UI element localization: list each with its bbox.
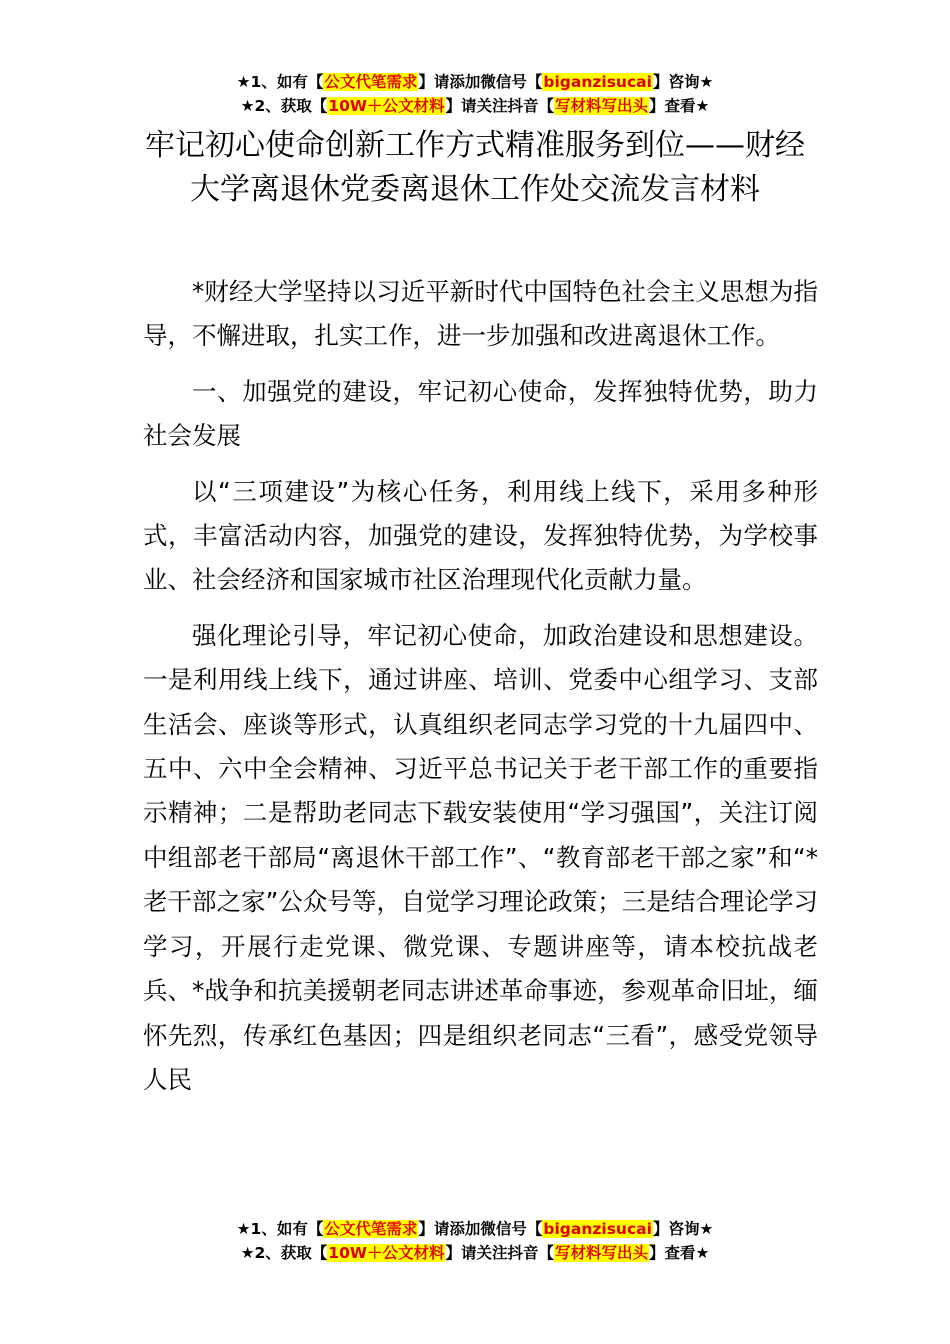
paragraph: 强化理论引导，牢记初心使命，加政治建设和思想建设。一是利用线上线下，通过讲座、培训、党委中心组学习、支部生活会、座谈等形式，认真组织老同志学习党的十九届四中、五中、六中全会精神、习近平总书记关于老干部工作的重要指示精神；二是帮助老同志下载安装使用“学习强国”，关注订阅中组部老干部局“离退休干部工作”、“教育部老干部之家”和“*老干部之家”公众号等，自觉学习理论政策；三是结合理论学习学习，开展行走党课、微党课、专题讲座等，请本校抗战老兵、*战争和抗美援朝老同志讲述革命事迹，参观革命旧址，缅怀先烈，传承红色基因；四是组织老同志“三看”，感受党领导人民 — [143, 620, 818, 1094]
banner-text: ★2、获取【 — [240, 97, 328, 115]
paragraph: 以“三项建设”为核心任务，利用线上线下，采用多种形式，丰富活动内容，加强党的建设，发挥独特优势，为学校事业、社会经济和国家城市社区治理现代化贡献力量。 — [143, 476, 818, 595]
banner-text: 】请添加微信号【 — [418, 1220, 543, 1238]
banner-line-2 — [0, 1241, 950, 1265]
header-banner — [0, 70, 950, 118]
banner-text: ★1、如有【 — [236, 1220, 324, 1238]
banner-text: 】查看★ — [648, 97, 710, 115]
banner-text: 】咨询★ — [652, 1220, 714, 1238]
banner-line-1 — [0, 70, 950, 94]
highlight-materials: 10W＋公文材料 — [328, 1244, 445, 1262]
highlight-wechat-id: biganzisucai — [543, 1220, 652, 1238]
highlight-service: 公文代笔需求 — [324, 1220, 418, 1238]
banner-text: 】咨询★ — [652, 73, 714, 91]
highlight-wechat-id: biganzisucai — [543, 73, 652, 91]
document-title: 牢记初心使命创新工作方式精准服务到位——财经大学离退休党委离退休工作处交流发言材料 — [145, 128, 805, 207]
highlight-douyin: 写材料写出头 — [554, 1244, 648, 1262]
banner-text: 】请关注抖音【 — [445, 1244, 554, 1262]
highlight-service: 公文代笔需求 — [324, 73, 418, 91]
banner-text: 】查看★ — [648, 1244, 710, 1262]
paragraph-intro: *财经大学坚持以习近平新时代中国特色社会主义思想为指导，不懈进取，扎实工作，进一步加强和改进离退休工作。 — [143, 277, 818, 351]
highlight-materials: 10W＋公文材料 — [328, 97, 445, 115]
banner-text: 】请添加微信号【 — [418, 73, 543, 91]
footer-banner — [0, 1217, 950, 1265]
banner-text: ★1、如有【 — [236, 73, 324, 91]
section-heading: 一、加强党的建设，牢记初心使命，发挥独特优势，助力社会发展 — [143, 376, 818, 451]
banner-line-1 — [0, 1217, 950, 1241]
highlight-douyin: 写材料写出头 — [554, 97, 648, 115]
banner-line-2 — [0, 94, 950, 118]
banner-text: 】请关注抖音【 — [445, 97, 554, 115]
document-body — [143, 270, 818, 1113]
banner-text: ★2、获取【 — [240, 1244, 328, 1262]
